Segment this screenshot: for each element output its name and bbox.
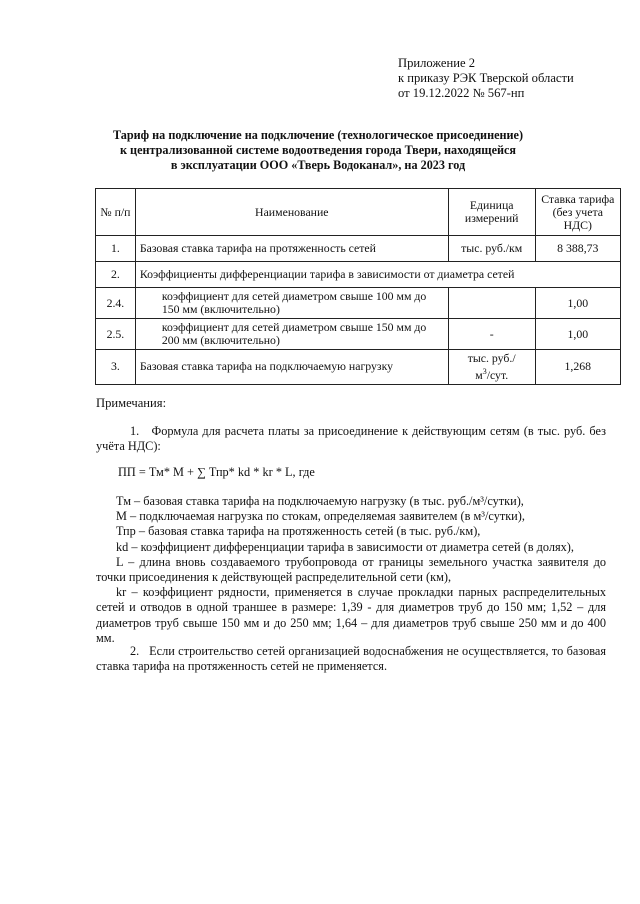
definition: Тпр – базовая ставка тарифа на протяженность сетей (в тыс. руб./км), (116, 524, 481, 539)
table-row (96, 319, 621, 350)
definition: М – подключаемая нагрузка по стокам, определяемая заявителем (в м³/сутки), (116, 509, 525, 524)
definition: L – длина вновь создаваемого трубопровода от границы земельного участка заявителя до точки присоединения к действующей распределительной сети (км), (96, 554, 606, 585)
unit-sup: 3 (482, 367, 487, 376)
note-paragraph-1: 1. Формула для расчета платы за присоединение к действующим сетям (в тыс. руб. без учёта НДС): (96, 424, 606, 454)
definition: kr – коэффициент рядности, применяется в случае прокладки парных распределительных сетей и отводов в одной траншее в размере: 1,39 - для диаметров труб до 150 мм; 1,52 – для диаметров труб свыше 150 мм и до 250 мм; 1,64 – для диаметров труб свыше 250 мм и до 400 мм. (96, 585, 606, 645)
table-row (96, 262, 621, 288)
row-rate: 1,00 (535, 288, 620, 319)
table-row (96, 288, 621, 319)
row-num: 2.5. (96, 319, 136, 350)
notes-heading: Примечания: (96, 396, 167, 410)
row-name: коэффициент для сетей диаметром свыше 100 мм до 150 мм (включительно) (135, 288, 448, 319)
header-unit: Единица измерений (448, 189, 535, 236)
row-rate: 8 388,73 (535, 236, 620, 262)
title-line: Тариф на подключение на подключение (технологическое присоединение) (112, 128, 524, 142)
table-row (96, 350, 621, 385)
row-num: 1. (96, 236, 136, 262)
row-num: 2.4. (96, 288, 136, 319)
definition: kd – коэффициент дифференциации тарифа в зависимости от диаметра сетей (в долях), (116, 539, 574, 554)
tariff-table (95, 188, 621, 385)
definitions (96, 494, 606, 646)
header-num: № п/п (96, 189, 136, 236)
document-title (96, 128, 540, 173)
row-name: Базовая ставка тарифа на протяженность сетей (135, 236, 448, 262)
row-rate: 1,00 (535, 319, 620, 350)
appendix-line: от 19.12.2022 № 567-нп (398, 86, 525, 100)
row-num: 3. (96, 350, 136, 385)
row-name: коэффициент для сетей диаметром свыше 150 мм до 200 мм (включительно) (135, 319, 448, 350)
definition: Тм – базовая ставка тарифа на подключаемую нагрузку (в тыс. руб./м³/сутки), (116, 494, 524, 508)
appendix-header (398, 56, 574, 101)
title-line: в эксплуатации ООО «Тверь Водоканал», на 2023 год (170, 158, 466, 172)
appendix-line: к приказу РЭК Тверской области (398, 71, 574, 85)
row-name: Базовая ставка тарифа на подключаемую нагрузку (135, 350, 448, 385)
title-line: к централизованной системе водоотведения города Твери, находящейся (119, 143, 517, 157)
header-name: Наименование (135, 189, 448, 236)
table-header-row (96, 189, 621, 236)
formula: ПП = Тм* М + ∑ Тпр* kd * kr * L, где (118, 465, 315, 479)
unit-line: тыс. руб./ (467, 351, 516, 365)
row-unit: - (448, 319, 535, 350)
table-row (96, 236, 621, 262)
header-rate: Ставка тарифа (без учета НДС) (535, 189, 620, 236)
note-paragraph-2: 2. Если строительство сетей организацией водоснабжения не осуществляется, то базовая ставка тарифа на протяженность сетей не применяется. (96, 644, 606, 674)
unit-line (453, 365, 531, 382)
row-unit (448, 350, 535, 385)
appendix-line: Приложение 2 (398, 56, 476, 70)
row-rate: 1,268 (535, 350, 620, 385)
unit-rest: /сут. (486, 367, 509, 382)
row-unit (448, 288, 535, 319)
row-unit: тыс. руб./км (448, 236, 535, 262)
unit-m: м (475, 367, 483, 382)
row-name: Коэффициенты дифференциации тарифа в зависимости от диаметра сетей (135, 262, 620, 288)
row-num: 2. (96, 262, 136, 288)
